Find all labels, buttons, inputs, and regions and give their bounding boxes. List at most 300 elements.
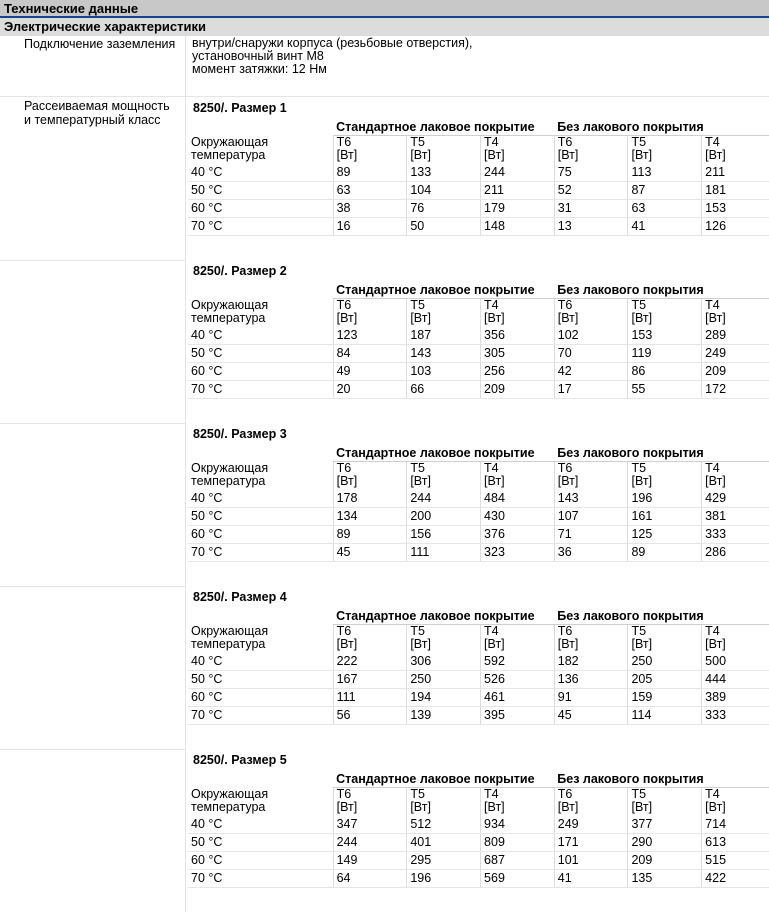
class-name: T4 <box>705 624 720 638</box>
power-cell: 153 <box>702 200 769 218</box>
power-cell: 714 <box>702 816 769 834</box>
class-header <box>554 462 628 491</box>
class-name: T6 <box>336 787 352 801</box>
power-cell: 89 <box>628 544 702 562</box>
group-spacer <box>188 282 333 299</box>
power-cell: 107 <box>554 508 628 526</box>
power-cell: 153 <box>628 327 702 345</box>
size-section <box>0 586 769 749</box>
power-cell: 512 <box>407 816 481 834</box>
class-unit: [Вт] <box>410 148 431 162</box>
section-header: Технические данные <box>0 0 769 18</box>
class-name: T6 <box>336 461 352 475</box>
class-header <box>628 299 702 328</box>
left-panel <box>0 260 186 423</box>
ambient-header-line: Окружающая <box>191 134 269 149</box>
class-unit: [Вт] <box>557 637 579 651</box>
class-header <box>407 136 481 165</box>
class-name: T6 <box>336 135 352 149</box>
power-cell: 178 <box>333 490 407 508</box>
dissipation-label-line: Рассеиваемая мощность <box>24 99 170 113</box>
power-cell: 250 <box>628 653 702 671</box>
power-cell: 381 <box>702 508 769 526</box>
power-cell: 167 <box>333 671 407 689</box>
class-unit: [Вт] <box>557 800 579 814</box>
power-cell: 16 <box>333 218 407 236</box>
class-name: T5 <box>631 298 647 312</box>
grounding-label: Подключение заземления <box>0 36 186 96</box>
class-header <box>554 299 628 328</box>
power-cell: 592 <box>481 653 555 671</box>
power-cell: 209 <box>702 363 769 381</box>
class-header <box>407 299 481 328</box>
power-cell: 89 <box>333 526 407 544</box>
table-row <box>188 870 769 888</box>
size-section <box>0 97 769 260</box>
size-section <box>0 260 769 423</box>
class-name: T4 <box>484 787 499 801</box>
power-cell: 200 <box>407 508 481 526</box>
table-row <box>188 200 769 218</box>
power-cell: 526 <box>481 671 555 689</box>
power-cell: 70 <box>554 345 628 363</box>
ambient-temp-cell: 50 °C <box>188 834 333 852</box>
table-row <box>188 508 769 526</box>
power-cell: 125 <box>628 526 702 544</box>
class-name: T5 <box>410 135 425 149</box>
grounding-row <box>0 36 769 97</box>
table-row <box>188 852 769 870</box>
power-cell: 422 <box>702 870 769 888</box>
left-panel <box>0 423 186 586</box>
class-name: T4 <box>484 461 499 475</box>
power-cell: 159 <box>628 689 702 707</box>
subsection-header: Электрические характеристики <box>0 18 769 36</box>
ambient-header <box>188 788 333 817</box>
class-unit: [Вт] <box>410 311 431 325</box>
power-cell: 244 <box>407 490 481 508</box>
power-cell: 104 <box>407 182 481 200</box>
power-cell: 45 <box>333 544 407 562</box>
ambient-header <box>188 462 333 491</box>
table-row <box>188 345 769 363</box>
power-cell: 244 <box>333 834 407 852</box>
table-row <box>188 689 769 707</box>
power-cell: 91 <box>554 689 628 707</box>
class-name: T4 <box>705 135 720 149</box>
table-row <box>188 363 769 381</box>
power-cell: 194 <box>407 689 481 707</box>
class-unit: [Вт] <box>336 311 358 325</box>
power-cell: 49 <box>333 363 407 381</box>
power-cell: 111 <box>333 689 407 707</box>
power-cell: 613 <box>702 834 769 852</box>
power-cell: 111 <box>407 544 481 562</box>
class-header <box>628 625 702 654</box>
grounding-line: внутри/снаружи корпуса (резьбовые отверстия), <box>192 36 473 50</box>
dissipation-table <box>188 445 769 562</box>
power-cell: 289 <box>702 327 769 345</box>
power-cell: 31 <box>554 200 628 218</box>
ambient-temp-cell: 40 °C <box>188 816 333 834</box>
power-cell: 934 <box>481 816 555 834</box>
table-row <box>188 816 769 834</box>
table-row <box>188 671 769 689</box>
ambient-header-line: Окружающая <box>191 786 269 801</box>
class-unit: [Вт] <box>484 311 505 325</box>
power-cell: 500 <box>702 653 769 671</box>
power-cell: 38 <box>333 200 407 218</box>
class-header <box>407 788 481 817</box>
power-cell: 41 <box>628 218 702 236</box>
ambient-header <box>188 136 333 165</box>
power-cell: 123 <box>333 327 407 345</box>
class-unit: [Вт] <box>557 311 579 325</box>
group-header-lacquer: Стандартное лаковое покрытие <box>333 771 554 788</box>
power-cell: 13 <box>554 218 628 236</box>
table-row <box>188 327 769 345</box>
table-row <box>188 707 769 725</box>
power-cell: 286 <box>702 544 769 562</box>
ambient-temp-cell: 60 °C <box>188 363 333 381</box>
power-cell: 41 <box>554 870 628 888</box>
table-row <box>188 544 769 562</box>
size-section <box>0 423 769 586</box>
class-unit: [Вт] <box>336 148 358 162</box>
grounding-line: момент затяжки: 12 Нм <box>192 62 327 76</box>
group-header-nolacquer: Без лакового покрытия <box>554 119 769 136</box>
left-panel <box>0 97 186 260</box>
power-cell: 401 <box>407 834 481 852</box>
ambient-temp-cell: 40 °C <box>188 490 333 508</box>
power-cell: 20 <box>333 381 407 399</box>
class-name: T4 <box>484 135 499 149</box>
power-cell: 148 <box>481 218 555 236</box>
ambient-temp-cell: 70 °C <box>188 870 333 888</box>
class-unit: [Вт] <box>705 148 726 162</box>
table-row <box>188 490 769 508</box>
power-cell: 172 <box>702 381 769 399</box>
size-title: 8250/. Размер 5 <box>193 753 287 767</box>
group-header-lacquer: Стандартное лаковое покрытие <box>333 119 554 136</box>
ambient-header-line: температура <box>191 799 266 814</box>
group-header-nolacquer: Без лакового покрытия <box>554 282 769 299</box>
power-cell: 102 <box>554 327 628 345</box>
class-unit: [Вт] <box>705 474 726 488</box>
power-cell: 55 <box>628 381 702 399</box>
class-header <box>481 625 555 654</box>
ambient-header-line: температура <box>191 147 266 162</box>
class-name: T6 <box>336 298 352 312</box>
group-header-lacquer: Стандартное лаковое покрытие <box>333 608 554 625</box>
dissipation-table <box>188 608 769 725</box>
power-cell: 295 <box>407 852 481 870</box>
power-cell: 305 <box>481 345 555 363</box>
class-name: T6 <box>557 787 573 801</box>
size-title: 8250/. Размер 3 <box>193 427 287 441</box>
power-cell: 250 <box>407 671 481 689</box>
class-unit: [Вт] <box>705 311 726 325</box>
group-header-nolacquer: Без лакового покрытия <box>554 771 769 788</box>
power-cell: 50 <box>407 218 481 236</box>
power-cell: 222 <box>333 653 407 671</box>
class-unit: [Вт] <box>631 800 653 814</box>
power-cell: 87 <box>628 182 702 200</box>
left-panel <box>0 586 186 749</box>
class-unit: [Вт] <box>336 637 358 651</box>
power-cell: 136 <box>554 671 628 689</box>
power-cell: 133 <box>407 164 481 182</box>
table-row <box>188 182 769 200</box>
class-header <box>554 136 628 165</box>
group-spacer <box>188 119 333 136</box>
class-header <box>481 462 555 491</box>
size-title: 8250/. Размер 1 <box>193 101 287 115</box>
ambient-temp-cell: 50 °C <box>188 508 333 526</box>
table-row <box>188 653 769 671</box>
grounding-value <box>186 36 769 96</box>
group-spacer <box>188 445 333 462</box>
dissipation-label <box>0 99 185 127</box>
class-name: T5 <box>410 461 425 475</box>
class-name: T4 <box>705 787 720 801</box>
class-name: T6 <box>557 461 573 475</box>
ambient-temp-cell: 50 °C <box>188 182 333 200</box>
power-cell: 71 <box>554 526 628 544</box>
ambient-temp-cell: 50 °C <box>188 345 333 363</box>
class-header <box>628 136 702 165</box>
ambient-temp-cell: 60 °C <box>188 689 333 707</box>
class-header <box>702 788 769 817</box>
power-cell: 64 <box>333 870 407 888</box>
class-header <box>628 462 702 491</box>
class-header <box>702 299 769 328</box>
power-cell: 429 <box>702 490 769 508</box>
class-unit: [Вт] <box>410 637 431 651</box>
power-cell: 333 <box>702 526 769 544</box>
power-cell: 444 <box>702 671 769 689</box>
power-cell: 430 <box>481 508 555 526</box>
power-cell: 209 <box>481 381 555 399</box>
power-cell: 134 <box>333 508 407 526</box>
power-cell: 103 <box>407 363 481 381</box>
table-row <box>188 526 769 544</box>
class-unit: [Вт] <box>484 148 505 162</box>
power-cell: 395 <box>481 707 555 725</box>
group-header-lacquer: Стандартное лаковое покрытие <box>333 445 554 462</box>
power-cell: 209 <box>628 852 702 870</box>
power-cell: 249 <box>554 816 628 834</box>
ambient-temp-cell: 70 °C <box>188 218 333 236</box>
power-cell: 244 <box>481 164 555 182</box>
class-unit: [Вт] <box>705 637 726 651</box>
power-cell: 42 <box>554 363 628 381</box>
class-header <box>554 788 628 817</box>
power-cell: 63 <box>628 200 702 218</box>
power-cell: 143 <box>407 345 481 363</box>
power-cell: 249 <box>702 345 769 363</box>
ambient-header-line: Окружающая <box>191 297 269 312</box>
ambient-temp-cell: 40 °C <box>188 653 333 671</box>
class-unit: [Вт] <box>410 800 431 814</box>
class-name: T4 <box>484 624 499 638</box>
group-header-lacquer: Стандартное лаковое покрытие <box>333 282 554 299</box>
power-cell: 76 <box>407 200 481 218</box>
power-cell: 36 <box>554 544 628 562</box>
class-name: T6 <box>557 624 573 638</box>
ambient-header-line: Окружающая <box>191 460 269 475</box>
power-cell: 149 <box>333 852 407 870</box>
power-cell: 211 <box>481 182 555 200</box>
power-cell: 347 <box>333 816 407 834</box>
power-cell: 45 <box>554 707 628 725</box>
power-cell: 187 <box>407 327 481 345</box>
ambient-header-line: температура <box>191 310 266 325</box>
group-spacer <box>188 608 333 625</box>
power-cell: 126 <box>702 218 769 236</box>
power-cell: 17 <box>554 381 628 399</box>
power-cell: 119 <box>628 345 702 363</box>
ambient-header-line: температура <box>191 636 266 651</box>
power-cell: 196 <box>407 870 481 888</box>
power-cell: 143 <box>554 490 628 508</box>
class-header <box>702 136 769 165</box>
power-cell: 205 <box>628 671 702 689</box>
class-header <box>702 462 769 491</box>
class-unit: [Вт] <box>336 800 358 814</box>
class-name: T4 <box>705 298 720 312</box>
power-cell: 376 <box>481 526 555 544</box>
power-cell: 179 <box>481 200 555 218</box>
class-header <box>333 462 407 491</box>
power-cell: 56 <box>333 707 407 725</box>
class-unit: [Вт] <box>631 148 653 162</box>
class-unit: [Вт] <box>557 148 579 162</box>
class-header <box>333 788 407 817</box>
power-cell: 356 <box>481 327 555 345</box>
power-cell: 377 <box>628 816 702 834</box>
power-cell: 101 <box>554 852 628 870</box>
power-cell: 809 <box>481 834 555 852</box>
ambient-temp-cell: 60 °C <box>188 526 333 544</box>
class-header <box>333 299 407 328</box>
power-cell: 161 <box>628 508 702 526</box>
class-name: T5 <box>410 624 425 638</box>
class-header <box>628 788 702 817</box>
class-name: T5 <box>631 624 647 638</box>
power-cell: 66 <box>407 381 481 399</box>
power-cell: 256 <box>481 363 555 381</box>
class-name: T5 <box>631 787 647 801</box>
class-unit: [Вт] <box>631 474 653 488</box>
power-cell: 306 <box>407 653 481 671</box>
power-cell: 333 <box>702 707 769 725</box>
power-cell: 461 <box>481 689 555 707</box>
class-name: T6 <box>557 135 573 149</box>
class-name: T5 <box>410 298 425 312</box>
power-cell: 687 <box>481 852 555 870</box>
class-name: T4 <box>705 461 720 475</box>
table-row <box>188 834 769 852</box>
power-cell: 484 <box>481 490 555 508</box>
class-header <box>481 788 555 817</box>
ambient-temp-cell: 70 °C <box>188 544 333 562</box>
power-cell: 139 <box>407 707 481 725</box>
class-name: T5 <box>631 135 647 149</box>
power-cell: 113 <box>628 164 702 182</box>
class-header <box>481 136 555 165</box>
power-cell: 52 <box>554 182 628 200</box>
power-cell: 171 <box>554 834 628 852</box>
class-unit: [Вт] <box>631 637 653 651</box>
ambient-header <box>188 625 333 654</box>
dissipation-table <box>188 771 769 888</box>
class-unit: [Вт] <box>484 474 505 488</box>
power-cell: 389 <box>702 689 769 707</box>
class-unit: [Вт] <box>557 474 579 488</box>
ambient-temp-cell: 70 °C <box>188 381 333 399</box>
power-cell: 290 <box>628 834 702 852</box>
class-unit: [Вт] <box>631 311 653 325</box>
power-cell: 323 <box>481 544 555 562</box>
class-unit: [Вт] <box>705 800 726 814</box>
class-header <box>407 625 481 654</box>
dissipation-table <box>188 119 769 236</box>
table-row <box>188 381 769 399</box>
dissipation-label-line: и температурный класс <box>24 113 161 127</box>
class-name: T5 <box>410 787 425 801</box>
power-cell: 84 <box>333 345 407 363</box>
power-cell: 86 <box>628 363 702 381</box>
ambient-header-line: температура <box>191 473 266 488</box>
table-row <box>188 218 769 236</box>
class-name: T5 <box>631 461 647 475</box>
size-title: 8250/. Размер 2 <box>193 264 287 278</box>
ambient-temp-cell: 70 °C <box>188 707 333 725</box>
ambient-temp-cell: 60 °C <box>188 200 333 218</box>
power-cell: 75 <box>554 164 628 182</box>
power-cell: 569 <box>481 870 555 888</box>
class-name: T6 <box>336 624 352 638</box>
class-header <box>481 299 555 328</box>
ambient-temp-cell: 60 °C <box>188 852 333 870</box>
class-name: T6 <box>557 298 573 312</box>
grounding-line: установочный винт M8 <box>192 49 324 63</box>
size-title: 8250/. Размер 4 <box>193 590 287 604</box>
ambient-header <box>188 299 333 328</box>
power-cell: 135 <box>628 870 702 888</box>
power-cell: 89 <box>333 164 407 182</box>
class-header <box>702 625 769 654</box>
dissipation-sections <box>0 97 769 912</box>
group-header-nolacquer: Без лакового покрытия <box>554 445 769 462</box>
dissipation-table <box>188 282 769 399</box>
class-header <box>333 625 407 654</box>
ambient-temp-cell: 40 °C <box>188 164 333 182</box>
class-header <box>407 462 481 491</box>
class-unit: [Вт] <box>336 474 358 488</box>
power-cell: 63 <box>333 182 407 200</box>
power-cell: 114 <box>628 707 702 725</box>
class-unit: [Вт] <box>484 637 505 651</box>
group-header-nolacquer: Без лакового покрытия <box>554 608 769 625</box>
table-row <box>188 164 769 182</box>
group-spacer <box>188 771 333 788</box>
power-cell: 211 <box>702 164 769 182</box>
ambient-temp-cell: 40 °C <box>188 327 333 345</box>
class-unit: [Вт] <box>484 800 505 814</box>
size-section <box>0 749 769 912</box>
